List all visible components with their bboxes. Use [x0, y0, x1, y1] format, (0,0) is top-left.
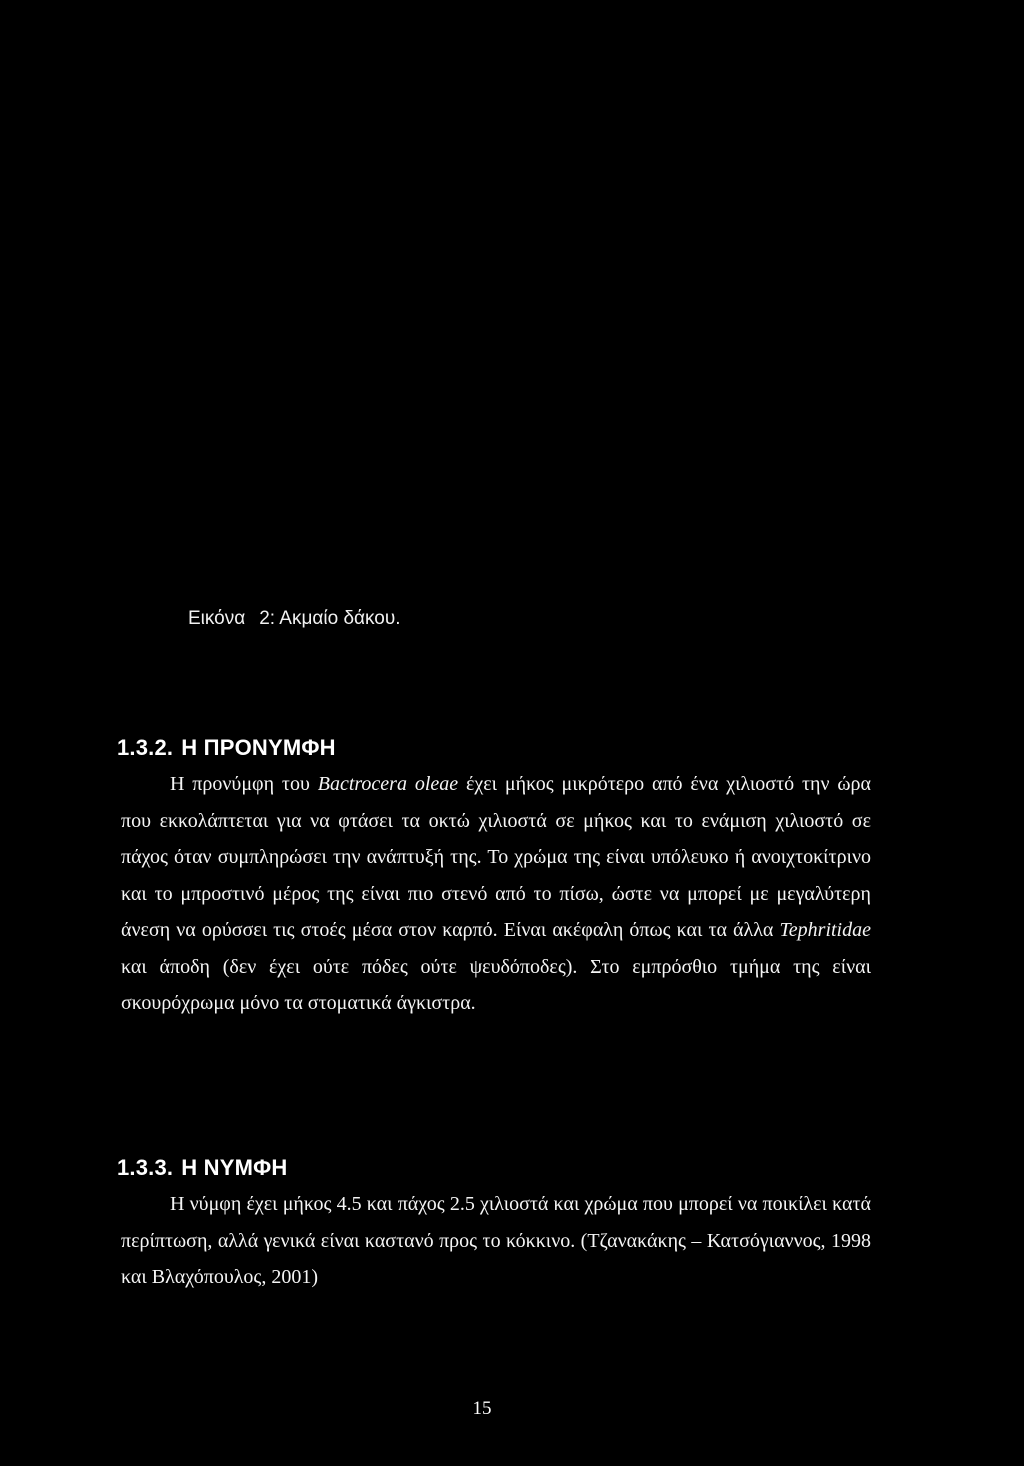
paragraph-text: και άποδη (δεν έχει ούτε πόδες ούτε ψευδόποδες). Στο εμπρόσθιο τμήμα της είναι σκουρόχρωμα μόνο τα στοματικά άγκιστρα. [121, 955, 871, 1014]
caption-label: Εικόνα [188, 608, 246, 629]
family-name: Tephritidae [779, 919, 871, 941]
section-title: Η ΠΡΟΝΥΜΦΗ [181, 735, 336, 760]
section-heading-larva [117, 735, 336, 761]
paragraph-text: έχει μήκος μικρότερο από ένα χιλιοστό την ώρα που εκκολάπτεται για να φτάσει τα οκτώ χιλιοστά σε μήκος και το ενάμιση χιλιοστό σε πάχος όταν συμπληρώσει την ανάπτυξή της. Το χρώμα της είναι υπόλευκο ή ανοιχτοκίτρινο και το μπροστινό μέρος της είναι πιο στενό από το πίσω, ώστε να μπορεί με μεγαλύτερη άνεση να ορύσσει τις στοές μέσα στον καρπό. Είναι ακέφαλη όπως και τα άλλα [121, 773, 871, 941]
figure-caption [188, 608, 401, 630]
page-number: 15 [472, 1398, 492, 1419]
species-name: Bactrocera oleae [317, 773, 459, 795]
section-number: 1.3.3. [117, 1155, 174, 1180]
paragraph-larva [121, 766, 871, 1022]
section-number: 1.3.2. [117, 735, 174, 760]
paragraph-pupa [121, 1186, 871, 1296]
paragraph-text: Η νύμφη έχει μήκος 4.5 και πάχος 2.5 χιλιοστά και χρώμα που μπορεί να ποικίλει κατά περίπτωση, αλλά γενικά είναι καστανό προς το κόκκινο. (Τζανακάκης – Κατσόγιαννος, 1998 και Βλαχόπουλος, 2001) [121, 1193, 871, 1288]
caption-text: 2: Ακμαίο δάκου. [259, 608, 401, 629]
paragraph-text: Η προνύμφη του [170, 773, 318, 795]
section-heading-pupa [117, 1155, 287, 1181]
section-title: Η ΝΥΜΦΗ [181, 1155, 288, 1180]
